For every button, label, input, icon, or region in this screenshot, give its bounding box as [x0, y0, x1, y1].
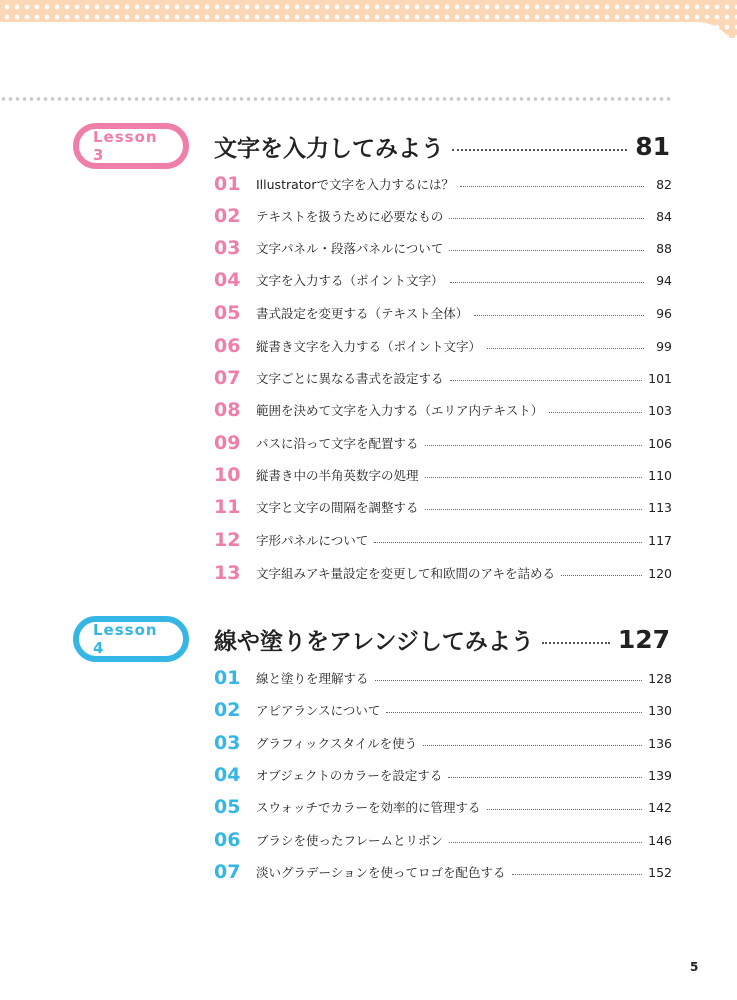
item-title: 文字を入力する（ポイント文字） — [256, 273, 444, 288]
leader-dots — [423, 745, 642, 746]
toc-item[interactable] — [214, 528, 672, 552]
item-number: 05 — [214, 302, 241, 324]
item-number: 10 — [214, 464, 241, 486]
item-number: 02 — [214, 699, 241, 721]
item-number: 07 — [214, 367, 241, 389]
leader-dots — [449, 842, 642, 843]
leader-dots — [448, 777, 642, 778]
item-title: アピアランスについて — [256, 703, 381, 718]
item-page: 113 — [648, 499, 672, 515]
item-title: 書式設定を変更する（テキスト全体） — [256, 306, 469, 321]
leader-dots — [374, 542, 642, 543]
item-page: 106 — [648, 435, 672, 451]
page-header-curve — [0, 22, 737, 62]
item-page: 139 — [648, 767, 672, 783]
lesson-3-page: 81 — [635, 131, 670, 161]
item-title: テキストを扱うために必要なもの — [256, 209, 444, 224]
item-page: 94 — [656, 272, 672, 288]
leader-dots — [425, 445, 643, 446]
item-number: 09 — [214, 432, 241, 454]
item-number: 07 — [214, 861, 241, 883]
item-page: 101 — [648, 370, 672, 386]
item-page: 110 — [648, 467, 672, 483]
toc-item[interactable] — [214, 828, 672, 852]
item-page: 120 — [648, 565, 672, 581]
item-number: 05 — [214, 796, 241, 818]
leader-dots — [460, 186, 644, 187]
item-title: Illustratorで文字を入力するには？ — [256, 177, 454, 192]
leader-dots — [549, 412, 642, 413]
item-page: 130 — [648, 702, 672, 718]
item-number: 01 — [214, 173, 241, 195]
item-page: 103 — [648, 402, 672, 418]
item-number: 02 — [214, 205, 241, 227]
leader-dots — [375, 680, 643, 681]
leader-dots — [425, 509, 643, 510]
lesson-4-title: 線や塗りをアレンジしてみよう — [214, 628, 534, 655]
item-title: 縦書き中の半角英数字の処理 — [256, 468, 419, 483]
toc-item[interactable] — [214, 795, 672, 819]
leader-dots — [386, 712, 642, 713]
item-number: 08 — [214, 399, 241, 421]
leader-dots — [425, 477, 643, 478]
item-number: 03 — [214, 237, 241, 259]
item-title: パスに沿って文字を配置する — [256, 436, 419, 451]
item-page: 128 — [648, 670, 672, 686]
toc-item[interactable] — [214, 698, 672, 722]
lesson-3-title: 文字を入力してみよう — [214, 135, 444, 162]
item-page: 117 — [648, 532, 672, 548]
leader-dots — [512, 874, 643, 875]
toc-item[interactable] — [214, 236, 672, 260]
lesson-4-badge-label: Lesson 4 — [93, 621, 158, 657]
toc-item[interactable] — [214, 860, 672, 884]
toc-item[interactable] — [214, 561, 672, 585]
lesson-3-badge — [73, 123, 189, 169]
leader-dots — [487, 348, 644, 349]
lesson-4-heading[interactable] — [214, 622, 670, 656]
item-title: 文字ごとに異なる書式を設定する — [256, 371, 444, 386]
toc-item[interactable] — [214, 301, 672, 325]
item-number: 04 — [214, 764, 241, 786]
item-number: 01 — [214, 667, 241, 689]
item-page: 84 — [656, 208, 672, 224]
toc-item[interactable] — [214, 731, 672, 755]
item-page: 136 — [648, 735, 672, 751]
item-title: スウォッチでカラーを効率的に管理する — [256, 800, 481, 815]
item-title: 文字パネル・段落パネルについて — [256, 241, 444, 256]
dotted-divider — [0, 96, 672, 102]
item-title: 縦書き文字を入力する（ポイント文字） — [256, 339, 482, 354]
lesson-3-heading[interactable] — [214, 129, 670, 163]
leader-dots — [487, 809, 643, 810]
item-page: 88 — [656, 240, 672, 256]
item-number: 06 — [214, 829, 241, 851]
item-page: 82 — [656, 176, 672, 192]
item-number: 06 — [214, 335, 241, 357]
toc-item[interactable] — [214, 763, 672, 787]
toc-item[interactable] — [214, 495, 672, 519]
toc-item[interactable] — [214, 398, 672, 422]
toc-item[interactable] — [214, 204, 672, 228]
item-page: 142 — [648, 799, 672, 815]
leader-dots — [474, 315, 644, 316]
lesson-4-badge — [73, 616, 189, 662]
leader-dots — [561, 575, 642, 576]
item-number: 03 — [214, 732, 241, 754]
toc-item[interactable] — [214, 463, 672, 487]
item-page: 152 — [648, 864, 672, 880]
leader-dots — [450, 380, 643, 381]
item-number: 04 — [214, 269, 241, 291]
item-title: グラフィックスタイルを使う — [256, 736, 418, 751]
item-page: 96 — [656, 305, 672, 321]
leader-dots — [449, 250, 644, 251]
page-number: 5 — [690, 960, 699, 974]
item-title: 文字組みアキ量設定を変更して和欧間のアキを詰める — [256, 566, 556, 581]
toc-item[interactable] — [214, 366, 672, 390]
toc-item[interactable] — [214, 666, 672, 690]
item-number: 12 — [214, 529, 241, 551]
toc-item[interactable] — [214, 431, 672, 455]
item-title: オブジェクトのカラーを設定する — [256, 768, 443, 783]
leader-dots — [542, 641, 610, 644]
lesson-3-badge-label: Lesson 3 — [93, 128, 158, 164]
item-title: 線と塗りを理解する — [256, 671, 369, 686]
item-title: 淡いグラデーションを使ってロゴを配色する — [256, 865, 506, 880]
item-title: 範囲を決めて文字を入力する（エリア内テキスト） — [256, 403, 544, 418]
item-title: 字形パネルについて — [256, 533, 369, 548]
toc-item[interactable] — [214, 172, 672, 196]
toc-item[interactable] — [214, 334, 672, 358]
item-number: 11 — [214, 496, 241, 518]
item-number: 13 — [214, 562, 241, 584]
toc-item[interactable] — [214, 268, 672, 292]
item-page: 146 — [648, 832, 672, 848]
leader-dots — [449, 218, 644, 219]
lesson-4-page: 127 — [617, 624, 670, 654]
leader-dots — [450, 282, 644, 283]
item-title: 文字と文字の間隔を調整する — [256, 500, 419, 515]
leader-dots — [452, 148, 627, 151]
item-page: 99 — [656, 338, 672, 354]
item-title: ブラシを使ったフレームとリボン — [256, 833, 444, 848]
